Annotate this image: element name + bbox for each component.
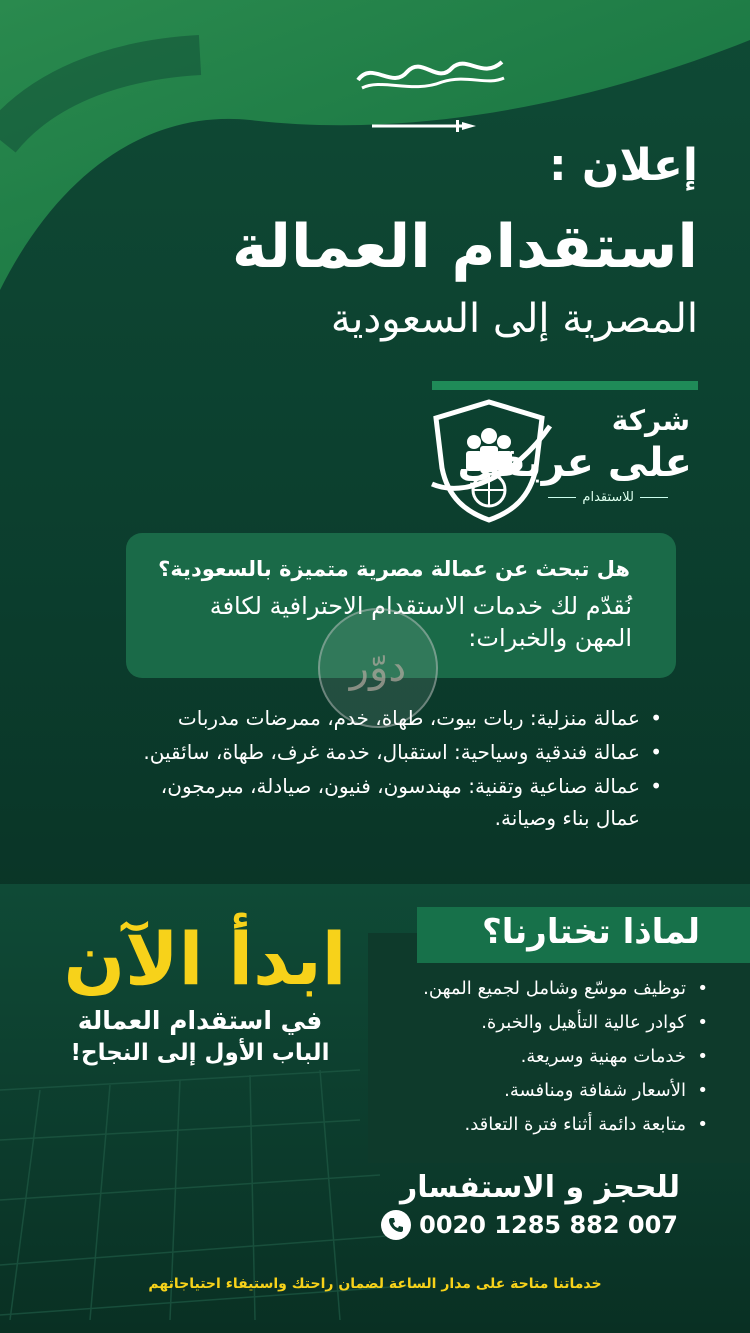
why-item: • كوادر عالية التأهيل والخبرة. [368, 1006, 708, 1040]
intro-text: نُقدّم لك خدمات الاستقدام الاحترافية لكافة المهن والخبرات: [209, 592, 632, 652]
why-item: • الأسعار شفافة ومنافسة. [368, 1074, 708, 1108]
service-item: • عمالة صناعية وتقنية: مهندسون، فنيون، صيادلة، مبرمجون، عمال بناء وصيانة. [132, 770, 662, 834]
phone-row[interactable] [381, 1210, 678, 1240]
start-line-2: الباب الأول إلى النجاح! [70, 1040, 330, 1066]
why-item: • توظيف موسّع وشامل لجميع المهن. [368, 972, 708, 1006]
shahada-icon [352, 50, 512, 150]
subtitle: المصرية إلى السعودية [330, 296, 698, 342]
company-word: شركة [611, 404, 690, 437]
why-item: • خدمات مهنية وسريعة. [368, 1040, 708, 1074]
intro-question: هل تبحث عن عمالة مصرية متميزة بالسعودية؟ [158, 557, 630, 581]
service-item: • عمالة فندقية وسياحية: استقبال، خدمة غرف، طهاة، سائقين. [132, 736, 662, 768]
why-list [368, 972, 708, 1142]
service-item: • عمالة منزلية: ربات بيوت، طهاة، خدم، ممرضات مدربات [132, 702, 662, 734]
shahada-emblem [352, 50, 512, 150]
logo-divider [432, 381, 698, 390]
main-title: استقدام العمالة [232, 212, 698, 282]
company-name: على عريفي [457, 440, 692, 486]
phone-icon [381, 1210, 411, 1240]
watermark-text: دوّر [349, 645, 407, 691]
services-list [132, 702, 662, 836]
start-line-1: في استقدام العمالة [77, 1006, 323, 1035]
phone-number[interactable]: 0020 1285 882 007 [419, 1211, 678, 1239]
announce-heading: إعلان : [548, 140, 698, 191]
start-now-heading: ابدأ الآن [63, 917, 347, 1001]
footer-note: خدماتنا متاحة على مدار الساعة لضمان راحتك واستيفاء احتياجاتهم [148, 1276, 602, 1292]
why-title: لماذا تختارنا؟ [481, 912, 700, 952]
why-item: • متابعة دائمة أثناء فترة التعاقد. [368, 1108, 708, 1142]
company-tagline: للاستقدام [542, 490, 674, 505]
booking-title: للحجز و الاستفسار [400, 1170, 680, 1205]
